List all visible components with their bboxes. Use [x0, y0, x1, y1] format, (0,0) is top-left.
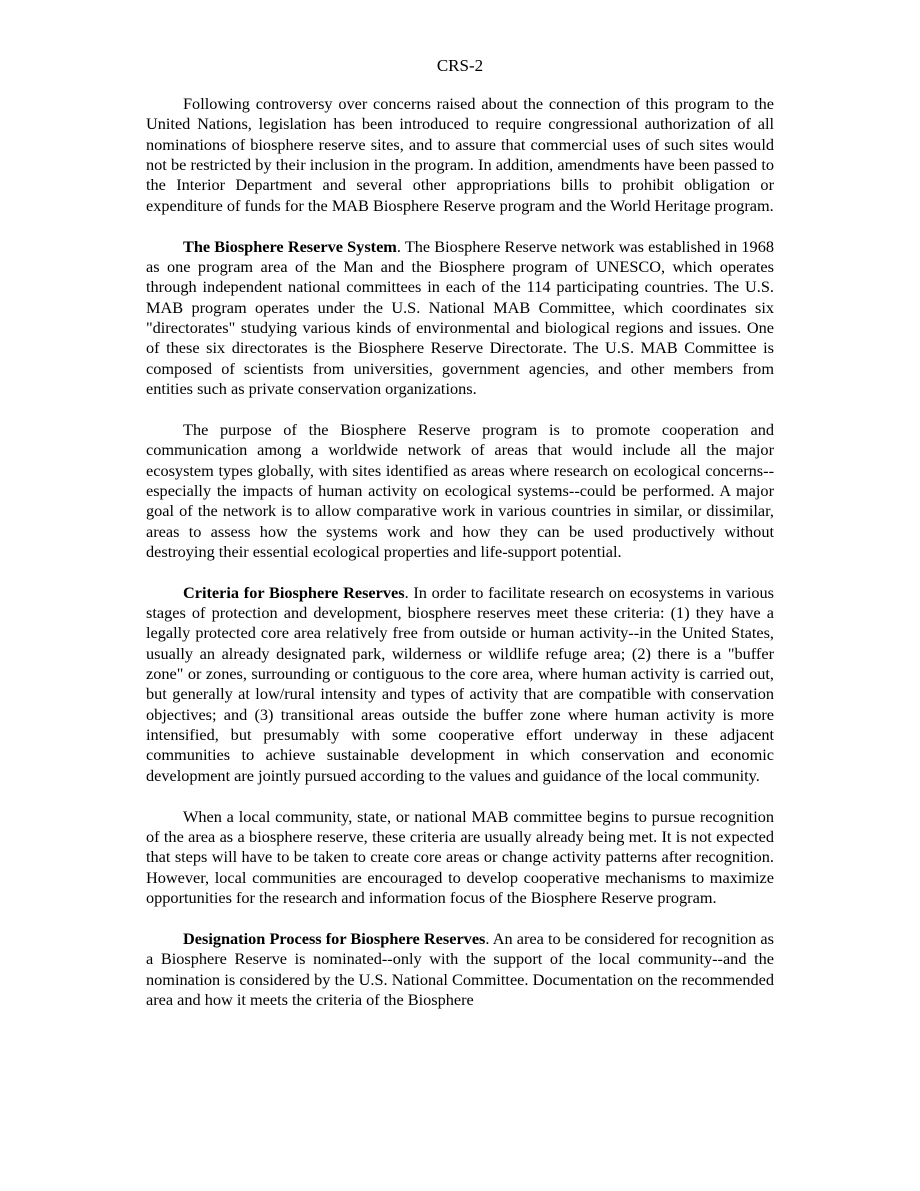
paragraph-text: Following controversy over concerns raised about the connection of this program to the United Nations, legislation has been introduced to require congressional authorization of all nominations of biosphere reserve sites, and to assure that commercial uses of such sites would not be restricted by their inclusion in the program. In addition, amendments have been passed to the Interior Department and several other appropriations bills to prohibit obligation or expenditure of funds for the MAB Biosphere Reserve program and the World Heritage program.: [146, 94, 774, 215]
paragraph-criteria: [146, 583, 774, 786]
paragraph-designation-process: [146, 929, 774, 1010]
paragraph-recognition: [146, 807, 774, 909]
paragraph-program-purpose: [146, 420, 774, 562]
paragraph-text: . An area to be considered for recognition as a Biosphere Reserve is nominated--only with the support of the local community--and the nomination is considered by the U.S. National Committee. Documentation on the recommended area and how it meets the criteria of the Biosphere: [146, 928, 774, 1009]
paragraph-text: When a local community, state, or national MAB committee begins to pursue recognition of the area as a biosphere reserve, these criteria are usually already being met. It is not expected that steps will have to be taken to create core areas or change activity patterns after recognition. However, local communities are encouraged to develop cooperative mechanisms to maximize opportunities for the research and information focus of the Biosphere Reserve program.: [146, 806, 774, 908]
page-header: CRS-2: [436, 56, 484, 75]
paragraph-text: . In order to facilitate research on ecosystems in various stages of protection and development, biosphere reserves meet these criteria: (1) they have a legally protected core area relatively free from outside or human activity--in the United States, usually an already designated park, wilderness or wildlife refuge area; (2) there is a "buffer zone" or zones, surrounding or contiguous to the core area, where human activity is carried out, but generally at low/rural intensity and types of activity that are compatible with conservation objectives; and (3) transitional areas outside the buffer zone where human activity is more intensified, but presumably with some cooperative effort underway in these adjacent communities to achieve sustainable development in which conservation and economic development are jointly pursued according to the values and guidance of the local community.: [146, 582, 774, 785]
paragraph-biosphere-reserve-system: [146, 237, 774, 400]
section-heading-designation-process: Designation Process for Biosphere Reserves: [183, 928, 486, 948]
section-heading-biosphere-reserve-system: The Biosphere Reserve System: [183, 236, 397, 256]
section-heading-criteria: Criteria for Biosphere Reserves: [183, 582, 405, 602]
paragraph-text: . The Biosphere Reserve network was established in 1968 as one program area of the Man and the Biosphere program of UNESCO, which operates through independent national committees in each of the 114 participating countries. The U.S. MAB program operates under the U.S. National MAB Committee, which coordinates six "directorates" studying various kinds of environmental and biological regions and issues. One of these six directorates is the Biosphere Reserve Directorate. The U.S. MAB Committee is composed of scientists from universities, government agencies, and other members from entities such as private conservation organizations.: [146, 236, 774, 398]
paragraph-un-controversy: [146, 94, 774, 216]
paragraph-text: The purpose of the Biosphere Reserve program is to promote cooperation and communication among a worldwide network of areas that would include all the major ecosystem types globally, with sites identified as areas where research on ecological concerns--especially the impacts of human activity on ecological systems--could be performed. A major goal of the network is to allow comparative work in various countries in similar, or dissimilar, areas to assess how the systems work and how they can be used productively without destroying their essential ecological properties and life-support potential.: [146, 419, 774, 561]
document-body: [146, 94, 774, 1010]
